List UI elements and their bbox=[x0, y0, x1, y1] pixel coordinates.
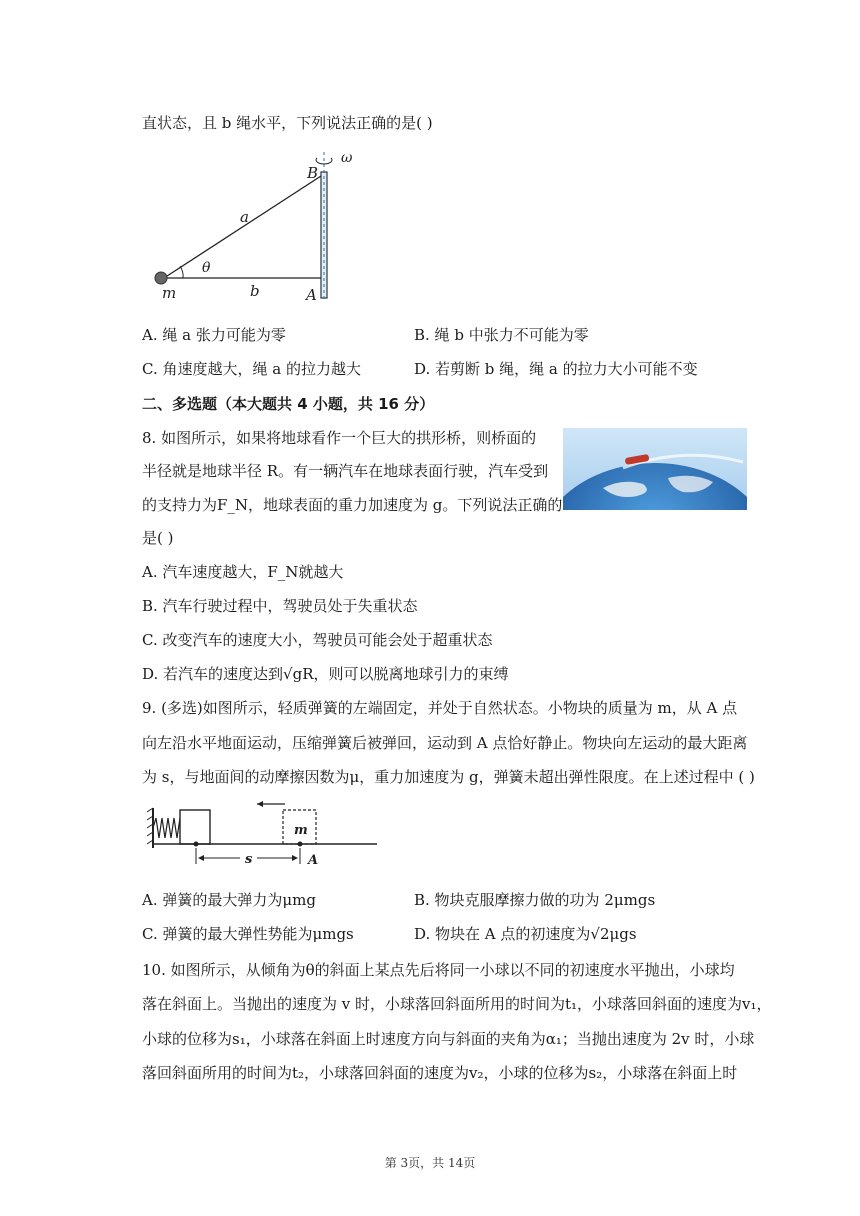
q9-line-3: 为 s，与地面间的动摩擦因数为μ，重力加速度为 g，弹簧未超出弹性限度。在上述过程中 ( ) bbox=[142, 768, 755, 786]
q8-line-1: 8. 如图所示，如果将地球看作一个巨大的拱形桥，则桥面的 bbox=[142, 429, 537, 447]
label-m: m bbox=[162, 284, 177, 302]
q10-line-4: 落回斜面所用的时间为t₂，小球落回斜面的速度为v₂，小球的位移为s₂，小球落在斜面上时 bbox=[142, 1064, 738, 1082]
q7-option-b: B. 绳 b 中张力不可能为零 bbox=[414, 326, 589, 344]
q8-line-3: 的支持力为F_N，地球表面的重力加速度为 g。下列说法正确的 bbox=[142, 496, 563, 514]
q8-option-b: B. 汽车行驶过程中，驾驶员处于失重状态 bbox=[142, 597, 418, 615]
label-B: B bbox=[307, 164, 319, 182]
q8-line-2: 半径就是地球半径 R。有一辆汽车在地球表面行驶，汽车受到 bbox=[142, 462, 549, 480]
q8-option-d: D. 若汽车的速度达到√gR，则可以脱离地球引力的束缚 bbox=[142, 665, 509, 683]
page-footer: 第 3页，共 14页 bbox=[384, 1156, 476, 1170]
q7-rope-pole-figure bbox=[140, 148, 380, 308]
q7-option-a: A. 绳 a 张力可能为零 bbox=[142, 326, 286, 344]
q9-option-c: C. 弹簧的最大弹性势能为μmgs bbox=[142, 925, 354, 943]
q8-option-c: C. 改变汽车的速度大小，驾驶员可能会处于超重状态 bbox=[142, 631, 493, 649]
distance-label-s: s bbox=[245, 852, 253, 867]
label-omega: ω bbox=[341, 150, 353, 166]
q7-option-c: C. 角速度越大，绳 a 的拉力越大 bbox=[142, 360, 361, 378]
label-theta: θ bbox=[202, 260, 211, 276]
label-a: a bbox=[240, 208, 249, 226]
q9-line-2: 向左沿水平地面运动，压缩弹簧后被弹回，运动到 A 点恰好静止。物块向左运动的最大距离 bbox=[142, 734, 748, 752]
q10-line-1: 10. 如图所示，从倾角为θ的斜面上某点先后将同一小球以不同的初速度水平抛出，小球均 bbox=[142, 961, 735, 979]
label-A: A bbox=[306, 286, 317, 304]
q10-line-3: 小球的位移为s₁，小球落在斜面上时速度方向与斜面的夹角为α₁；当抛出速度为 2v 时，小球 bbox=[142, 1030, 755, 1048]
block-label-m: m bbox=[294, 823, 308, 838]
q9-option-b: B. 物块克服摩擦力做的功为 2μmgs bbox=[414, 891, 656, 909]
q9-line-1: 9. (多选)如图所示，轻质弹簧的左端固定，并处于自然状态。小物块的质量为 m，从 A 点 bbox=[142, 699, 738, 717]
q8-line-4: 是( ) bbox=[142, 529, 174, 547]
q9-option-d: D. 物块在 A 点的初速度为√2μgs bbox=[414, 925, 637, 943]
q10-line-2: 落在斜面上。当抛出的速度为 v 时，小球落回斜面所用的时间为t₁，小球落回斜面的速度为v₁， bbox=[142, 995, 772, 1013]
earth-car-picture bbox=[563, 428, 747, 510]
label-b: b bbox=[250, 282, 260, 300]
section-heading-multiple-choice: 二、多选题（本大题共 4 小题，共 16 分） bbox=[142, 395, 435, 413]
q8-option-a: A. 汽车速度越大，F_N就越大 bbox=[142, 563, 344, 581]
point-label-A: A bbox=[308, 853, 319, 868]
spring-block-figure bbox=[145, 796, 385, 868]
q7-stem-tail: 直状态，且 b 绳水平，下列说法正确的是( ) bbox=[142, 114, 433, 132]
q7-option-d: D. 若剪断 b 绳，绳 a 的拉力大小可能不变 bbox=[414, 360, 698, 378]
q9-option-a: A. 弹簧的最大弹力为μmg bbox=[142, 891, 316, 909]
